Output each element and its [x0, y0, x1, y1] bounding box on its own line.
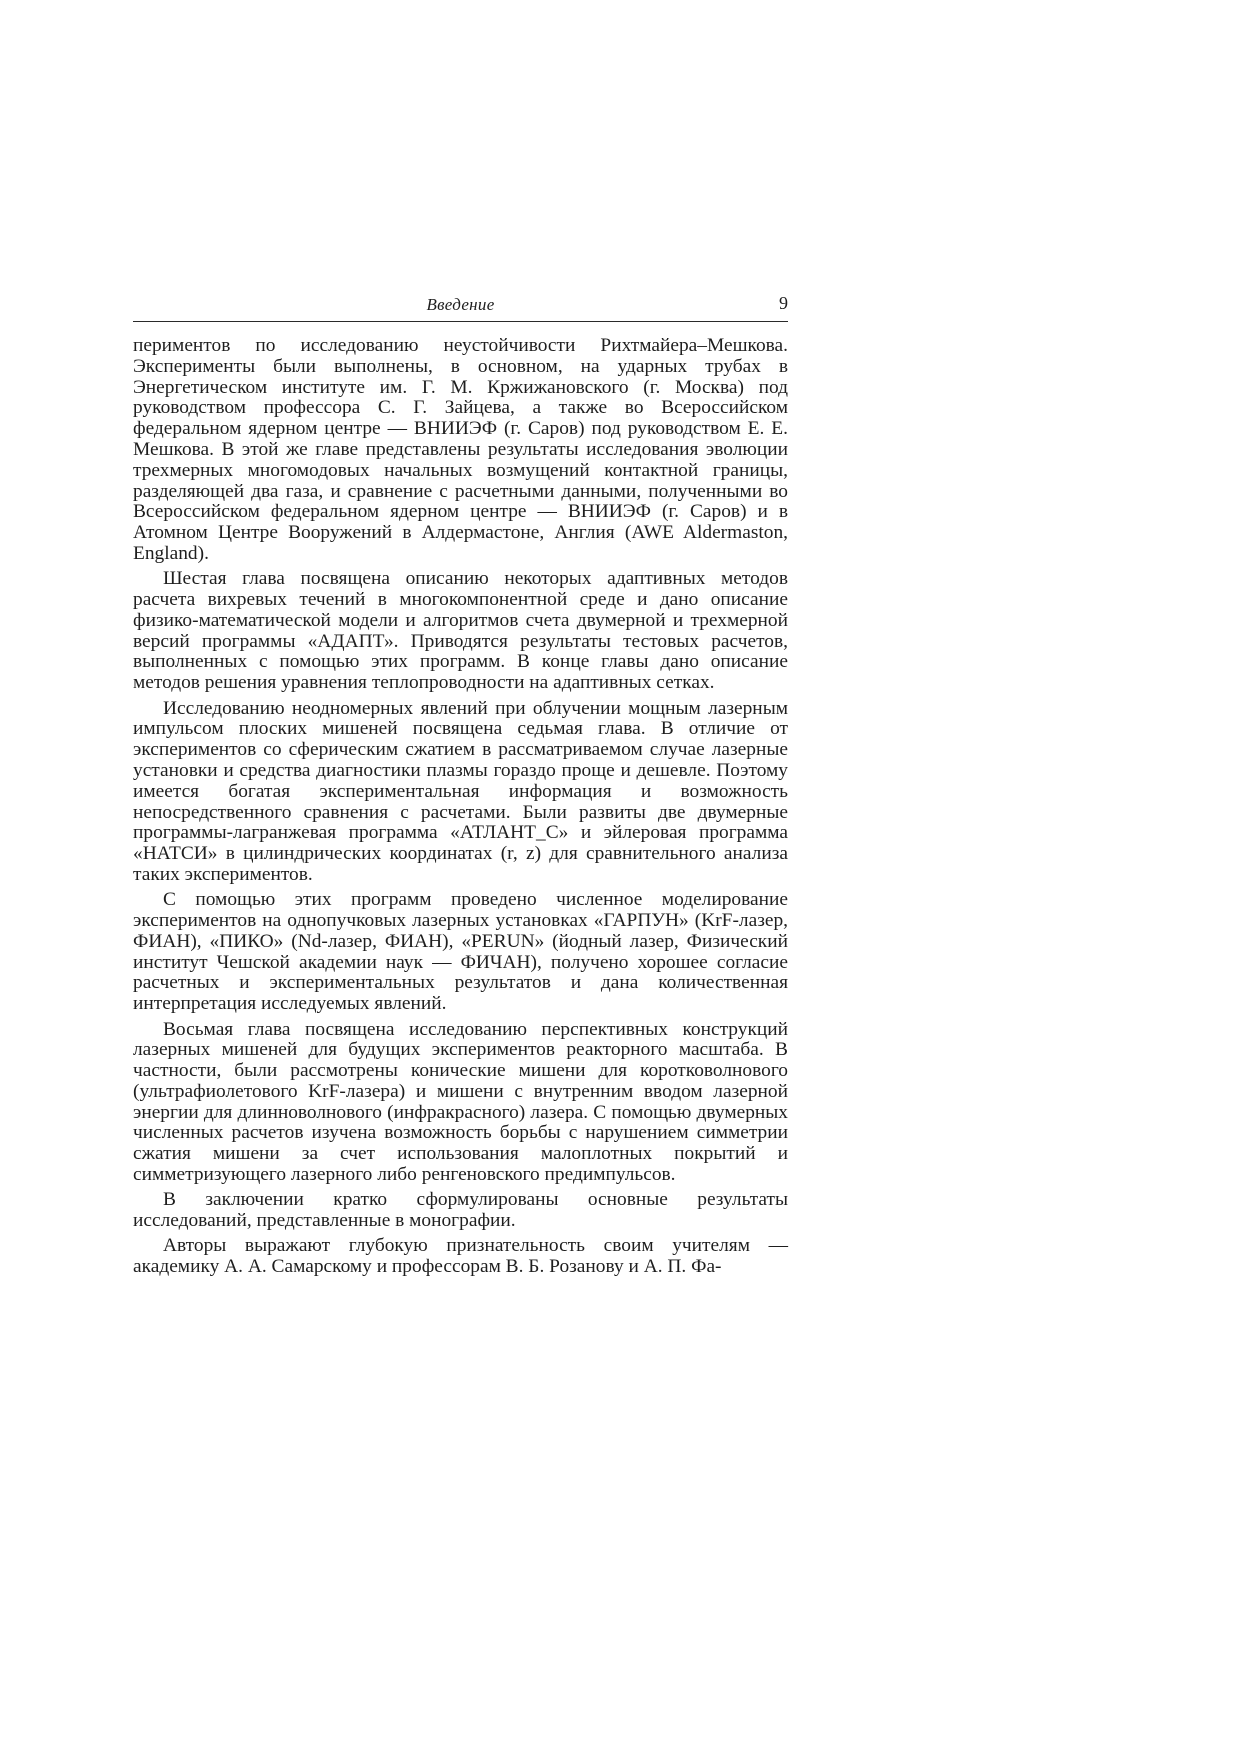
body-text	[133, 336, 788, 1283]
paragraph-5: Восьмая глава посвящена исследованию перспективных конструкций лазерных мишеней для будущих экспериментов реакторного масштаба. В частности, были рассмотрены конические мишени для коротковолнового (ультрафиолетового KrF-лазера) и мишени с внутренним вводом лазерной энергии для длинноволнового (инфракрасного) лазера. С помощью двумерных численных расчетов изучена возможность борьбы с нарушением симметрии сжатия мишени за счет использования малоплотных покрытий и симметризующего лазерного либо ренгеновского предимпульсов.	[133, 1018, 788, 1186]
running-header-title: Введение	[426, 295, 495, 314]
paragraph-2: Шестая глава посвящена описанию некоторых адаптивных методов расчета вихревых течений в многокомпонентной среде и дано описание физико-математической модели и алгоритмов счета двумерной и трехмерной версий программы «АДАПТ». Приводятся результаты тестовых расчетов, выполненных с помощью этих программ. В конце главы дано описание методов решения уравнения теплопроводности на адаптивных сетках.	[133, 568, 788, 694]
paragraph-7: Авторы выражают глубокую признательность своим учителям — академику А. А. Самарскому и профессорам В. Б. Розанову и А. П. Фа-	[133, 1235, 788, 1278]
paragraph-3: Исследованию неодномерных явлений при облучении мощным лазерным импульсом плоских мишеней посвящена седьмая глава. В отличие от экспериментов со сферическим сжатием в рассматриваемом случае лазерные установки и средства диагностики плазмы гораздо проще и дешевле. Поэтому имеется богатая экспериментальная информация и возможность непосредственного сравнения с расчетами. Были развиты две двумерные программы-лагранжевая программа «АТЛАНТ_С» и эйлеровая программа «НАТСИ» в цилиндрических координатах (r, z) для сравнительного анализа таких экспериментов.	[133, 697, 788, 885]
paragraph-4: С помощью этих программ проведено численное моделирование экспериментов на однопучковых лазерных установках «ГАРПУН» (KrF-лазер, ФИАН), «ПИКО» (Nd-лазер, ФИАН), «PERUN» (йодный лазер, Физический институт Чешской академии наук — ФИЧАН), получено хорошее согласие расчетных и экспериментальных результатов и дана количественная интерпретация исследуемых явлений.	[133, 889, 788, 1015]
paragraph-1: периментов по исследованию неустойчивости Рихтмайера–Мешкова. Эксперименты были выполнены, в основном, на ударных трубах в Энергетическом институте им. Г. М. Кржижановского (г. Москва) под руководством профессора С. Г. Зайцева, а также во Всероссийском федеральном ядерном центре — ВНИИЭФ (г. Саров) под руководством Е. Е. Мешкова. В этой же главе представлены результаты исследования эволюции трехмерных многомодовых начальных возмущений контактной границы, разделяющей два газа, и сравнение с расчетными данными, полученными во Всероссийском федеральном ядерном центре — ВНИИЭФ (г. Саров) и в Атомном Центре Вооружений в Алдермастоне, Англия (AWE Aldermaston, England).	[133, 335, 788, 564]
page-number: 9	[779, 293, 788, 313]
paragraph-6: В заключении кратко сформулированы основные результаты исследований, представленные в монографии.	[133, 1189, 788, 1232]
running-header	[133, 291, 788, 322]
